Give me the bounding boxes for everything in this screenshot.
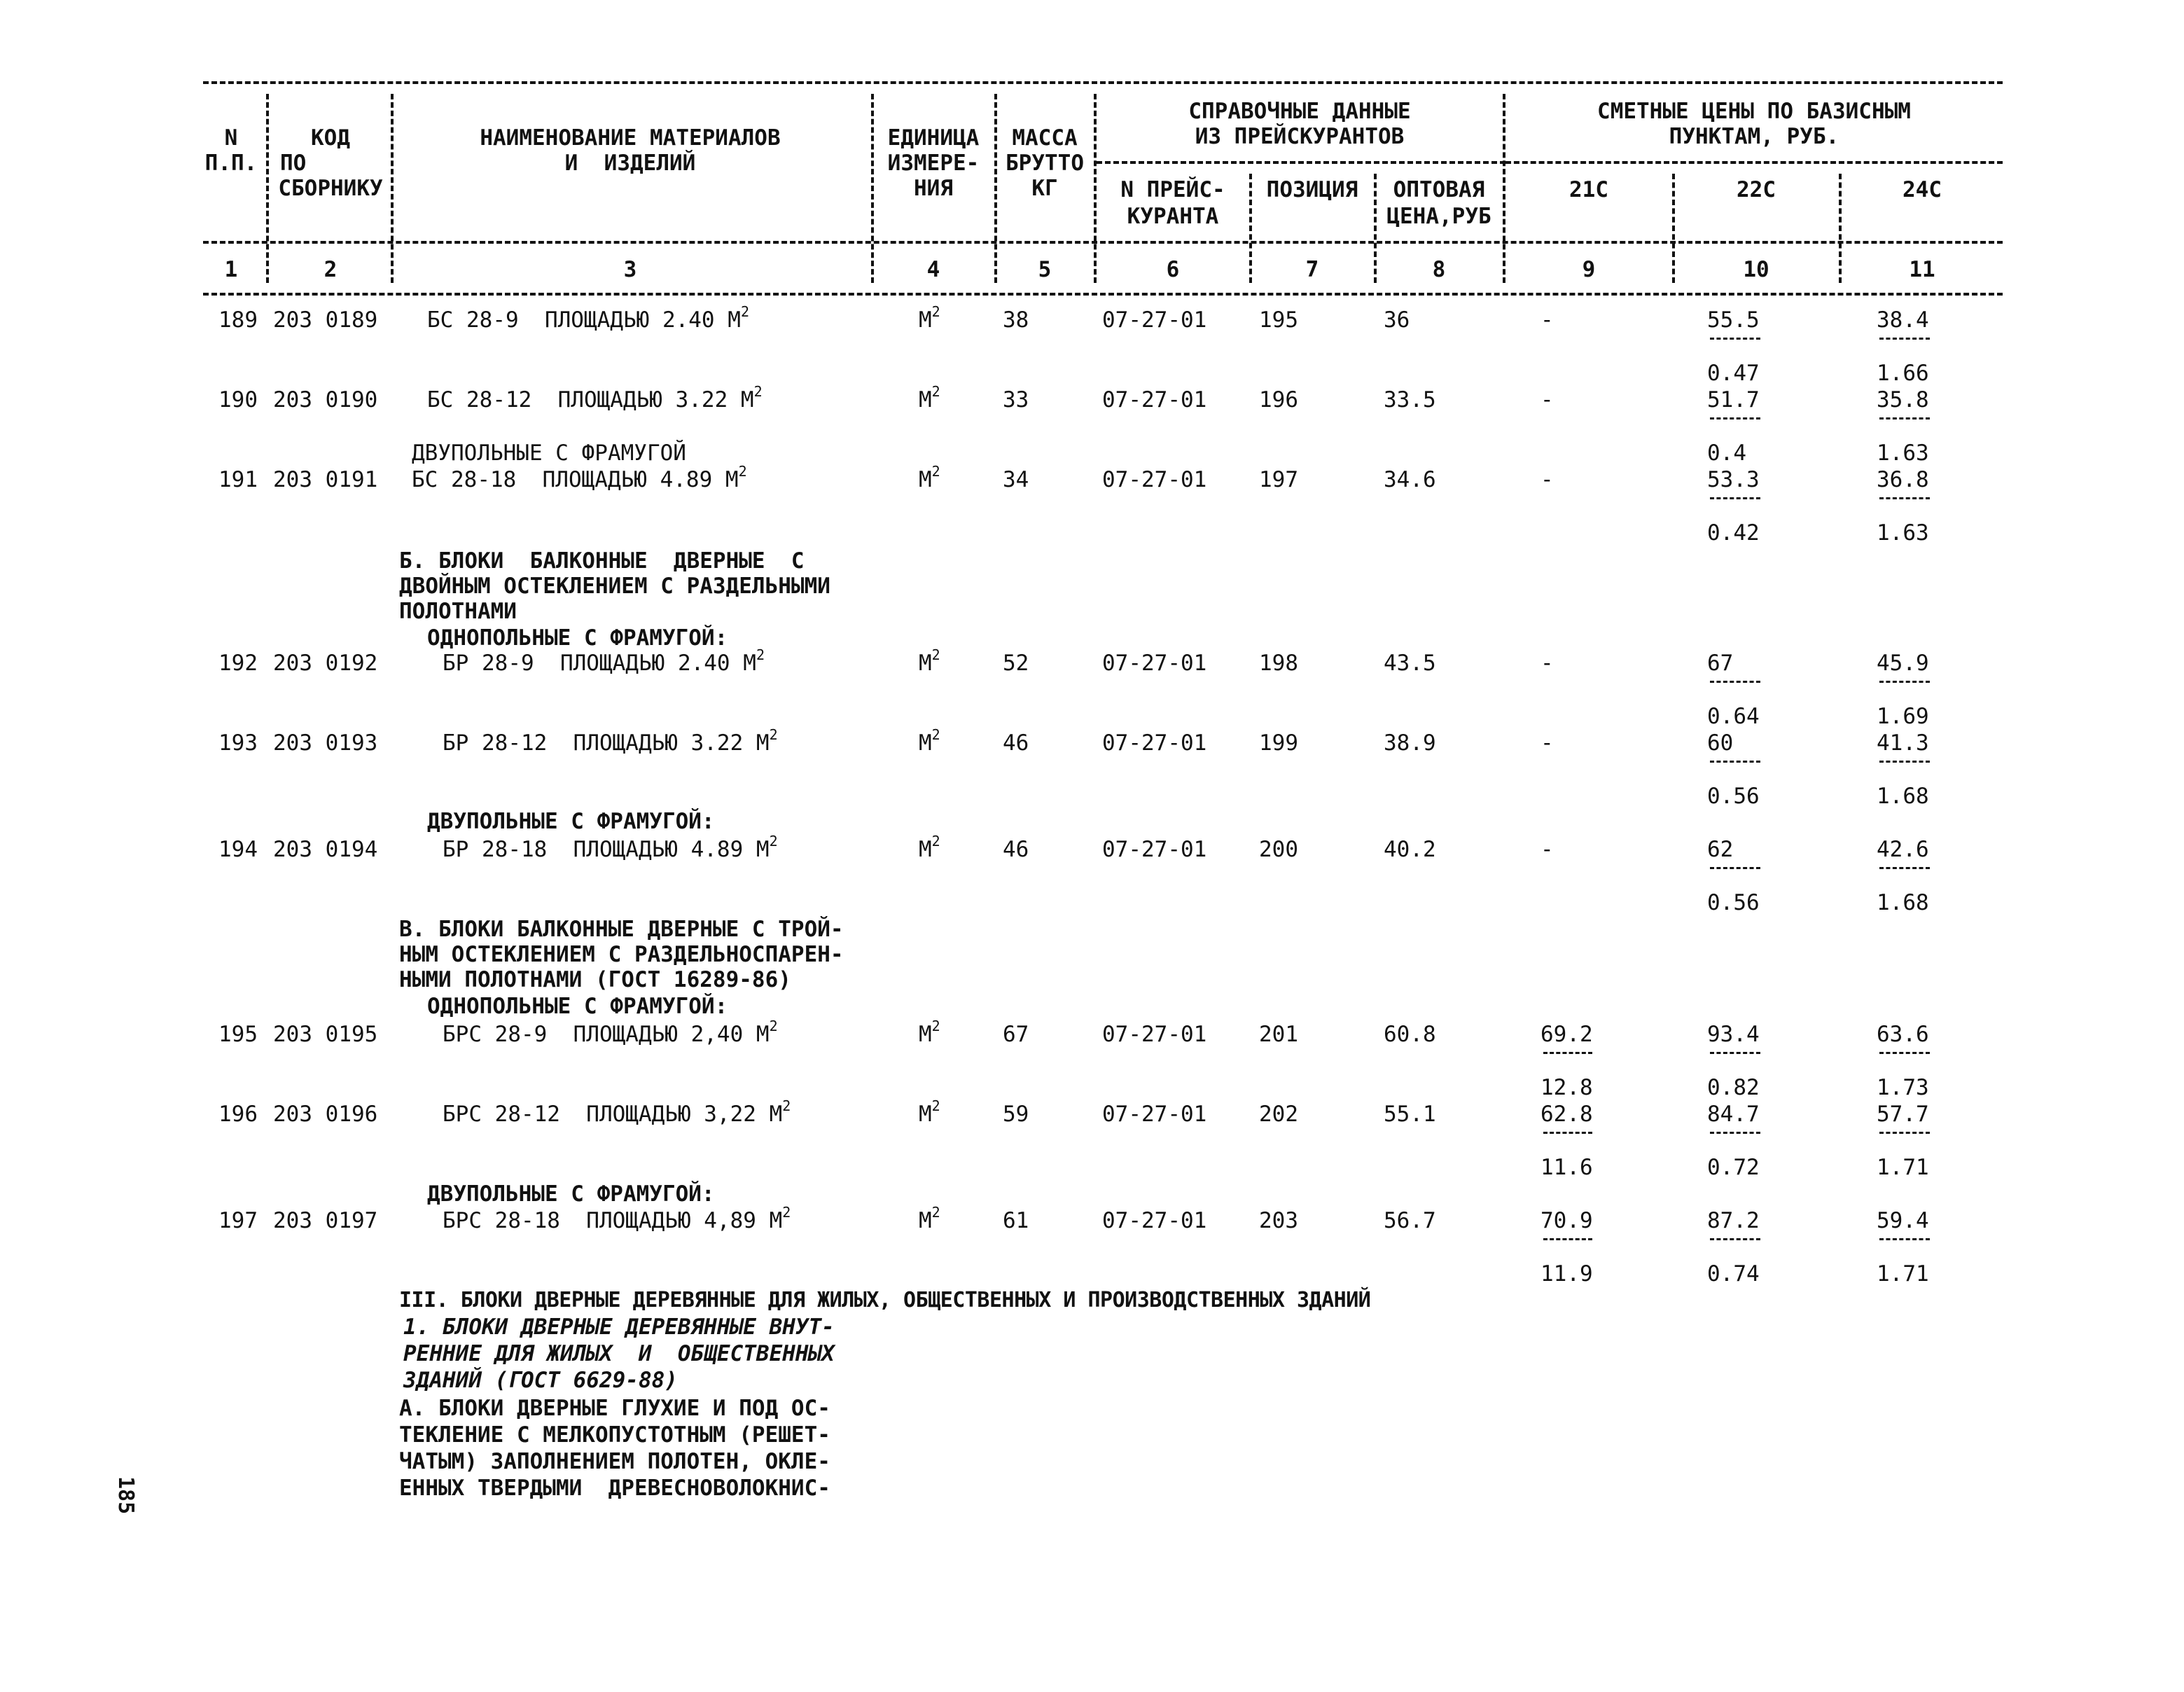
header-ref-sub-rule	[1097, 161, 1505, 164]
superscript: 2	[931, 462, 940, 480]
row-price-22c-sub: 0.42	[1707, 520, 1760, 546]
row-mass: 52	[1003, 651, 1029, 676]
header-mid-rule	[203, 241, 2003, 244]
fraction-line	[1710, 497, 1760, 499]
fraction-line	[1710, 761, 1760, 763]
row-price-21c: -	[1540, 387, 1554, 412]
hdr-price-b: ПУНКТАМ, РУБ.	[1669, 124, 1839, 149]
row-wholesale: 56.7	[1384, 1208, 1436, 1233]
row-position: 198	[1259, 651, 1298, 676]
row-price-21c: 69.2	[1540, 1022, 1593, 1047]
row-price-24c: 59.4	[1877, 1208, 1929, 1233]
row-unit: $М^2$	[919, 1203, 940, 1233]
row-price-22c-sub: 0.56	[1707, 784, 1760, 809]
row-unit: $М^2$	[919, 382, 940, 412]
row-name: БРС 28-9 ПЛОЩАДЬЮ 2,40 $М^2$	[443, 1017, 778, 1047]
row-price-24c: 38.4	[1877, 307, 1929, 333]
row-position: 197	[1259, 467, 1298, 492]
section-v-title-2: НЫМ ОСТЕКЛЕНИЕМ С РАЗДЕЛЬНОСПАРЕН-	[399, 942, 844, 967]
section-iii-sub-2: РЕННИЕ ДЛЯ ЖИЛЫХ И ОБЩЕСТВЕННЫХ	[403, 1341, 835, 1366]
row-wholesale: 55.1	[1384, 1102, 1436, 1127]
hdr-col3-b: И ИЗДЕЛИЙ	[564, 151, 696, 176]
superscript: 2	[769, 726, 778, 743]
row-unit: $М^2$	[919, 726, 940, 756]
row-price-22c-sub: 0.72	[1707, 1155, 1760, 1180]
fraction-line	[1543, 1132, 1592, 1134]
superscript: 2	[753, 382, 763, 400]
superscript: 2	[756, 646, 765, 663]
row-pricelist: 07-27-01	[1102, 1102, 1207, 1127]
row-code: 203 0194	[273, 837, 378, 862]
row-pricelist: 07-27-01	[1102, 467, 1207, 492]
colnum-8: 8	[1432, 257, 1446, 282]
colnum-11: 11	[1909, 257, 1935, 282]
row-position: 200	[1259, 837, 1298, 862]
superscript: 2	[931, 303, 940, 320]
row-code: 203 0197	[273, 1208, 378, 1233]
section-v-single: ОДНОПОЛЬНЫЕ С ФРАМУГОЙ:	[427, 994, 728, 1019]
section-iii-a-1: А. БЛОКИ ДВЕРНЫЕ ГЛУХИЕ И ПОД ОС-	[399, 1396, 830, 1421]
row-price-24c-sub: 1.71	[1877, 1155, 1929, 1180]
superscript: 2	[740, 303, 749, 320]
row-wholesale: 43.5	[1384, 651, 1436, 676]
superscript: 2	[931, 1097, 940, 1114]
row-position: 195	[1259, 307, 1298, 333]
colnum-9: 9	[1582, 257, 1596, 282]
fraction-line	[1879, 417, 1930, 419]
section-b-title-2: ДВОЙНЫМ ОСТЕКЛЕНИЕМ С РАЗДЕЛЬНЫМИ	[399, 574, 830, 599]
hdr-col5-b: БРУТТО	[1006, 151, 1084, 176]
row-code: 203 0190	[273, 387, 378, 412]
row-name: ДВУПОЛЬНЫЕ С ФРАМУГОЙ	[412, 441, 686, 466]
row-position: 203	[1259, 1208, 1298, 1233]
page-number: 185	[113, 1476, 138, 1515]
fraction-line	[1710, 1052, 1760, 1054]
hdr-col4-a: ЕДИНИЦА	[887, 125, 980, 151]
row-number: 190	[218, 387, 258, 412]
hdr-col10: 22С	[1737, 177, 1776, 202]
row-price-24c: 35.8	[1877, 387, 1929, 412]
colnum-7: 7	[1305, 257, 1319, 282]
row-price-24c-sub: 1.66	[1877, 361, 1929, 386]
colnum-5: 5	[1038, 257, 1052, 282]
row-price-24c-sub: 1.68	[1877, 784, 1929, 809]
section-iii-title: III. БЛОКИ ДВЕРНЫЕ ДЕРЕВЯННЫЕ ДЛЯ ЖИЛЫХ, ОБЩЕСТВЕННЫХ И ПРОИЗВОДСТВЕННЫХ ЗДАНИЙ	[399, 1288, 1371, 1312]
colnum-2: 2	[324, 257, 338, 282]
row-mass: 59	[1003, 1102, 1029, 1127]
row-pricelist: 07-27-01	[1102, 837, 1207, 862]
hdr-col2-b: ПО	[280, 151, 307, 176]
row-price-24c-sub: 1.71	[1877, 1261, 1929, 1287]
colnum-3: 3	[623, 257, 637, 282]
superscript: 2	[931, 646, 940, 663]
fraction-line	[1710, 417, 1760, 419]
row-name: БС 28-18 ПЛОЩАДЬЮ 4.89 $М^2$	[412, 462, 747, 492]
row-unit: $М^2$	[919, 1097, 940, 1127]
row-mass: 38	[1003, 307, 1029, 333]
superscript: 2	[738, 462, 747, 480]
row-price-24c-sub: 1.68	[1877, 890, 1929, 915]
row-price-22c-sub: 0.47	[1707, 361, 1760, 386]
row-mass: 46	[1003, 730, 1029, 756]
header-top-rule	[203, 81, 2003, 84]
row-unit: $М^2$	[919, 1017, 940, 1047]
row-price-21c: -	[1540, 467, 1554, 492]
row-price-24c-sub: 1.73	[1877, 1075, 1929, 1100]
row-number: 195	[218, 1022, 258, 1047]
row-price-24c: 63.6	[1877, 1022, 1929, 1047]
section-v-title-1: В. БЛОКИ БАЛКОННЫЕ ДВЕРНЫЕ С ТРОЙ-	[399, 917, 844, 942]
row-mass: 61	[1003, 1208, 1029, 1233]
colnum-1: 1	[224, 257, 238, 282]
row-price-24c-sub: 1.63	[1877, 441, 1929, 466]
section-b-single: ОДНОПОЛЬНЫЕ С ФРАМУГОЙ:	[427, 625, 728, 651]
hdr-col7: ПОЗИЦИЯ	[1266, 177, 1358, 202]
superscript: 2	[782, 1203, 791, 1221]
section-b-title-3: ПОЛОТНАМИ	[399, 599, 517, 624]
row-price-21c: -	[1540, 730, 1554, 756]
row-code: 203 0192	[273, 651, 378, 676]
fraction-line	[1710, 1238, 1760, 1240]
row-price-22c: 87.2	[1707, 1208, 1760, 1233]
row-name: БРС 28-18 ПЛОЩАДЬЮ 4,89 $М^2$	[443, 1203, 791, 1233]
row-price-22c: 67	[1707, 651, 1734, 676]
row-price-24c: 57.7	[1877, 1102, 1929, 1127]
hdr-col1-b: П.П.	[204, 151, 258, 176]
hdr-col4-b: ИЗМЕРЕ-	[887, 151, 980, 176]
row-name: БРС 28-12 ПЛОЩАДЬЮ 3,22 $М^2$	[443, 1097, 791, 1127]
row-mass: 67	[1003, 1022, 1029, 1047]
row-price-22c-sub: 0.64	[1707, 704, 1760, 729]
section-b-double: ДВУПОЛЬНЫЕ С ФРАМУГОЙ:	[427, 809, 715, 834]
fraction-line	[1879, 681, 1930, 683]
row-price-21c: -	[1540, 307, 1554, 333]
row-price-22c-sub: 0.74	[1707, 1261, 1760, 1287]
row-unit: $М^2$	[919, 646, 940, 676]
row-wholesale: 36	[1384, 307, 1410, 333]
superscript: 2	[931, 726, 940, 743]
superscript: 2	[782, 1097, 791, 1114]
row-number: 194	[218, 837, 258, 862]
row-name: БС 28-9 ПЛОЩАДЬЮ 2.40 $М^2$	[427, 303, 749, 333]
hdr-col5-a: МАССА	[1012, 125, 1078, 151]
row-price-22c-sub: 0.4	[1707, 441, 1746, 466]
row-code: 203 0196	[273, 1102, 378, 1127]
row-price-21c: -	[1540, 651, 1554, 676]
row-price-22c: 53.3	[1707, 467, 1760, 492]
fraction-line	[1879, 1132, 1930, 1134]
row-name: БР 28-18 ПЛОЩАДЬЮ 4.89 $М^2$	[443, 832, 778, 862]
row-price-22c: 55.5	[1707, 307, 1760, 333]
row-code: 203 0189	[273, 307, 378, 333]
row-mass: 46	[1003, 837, 1029, 862]
superscript: 2	[769, 832, 778, 850]
row-code: 203 0191	[273, 467, 378, 492]
row-number: 189	[218, 307, 258, 333]
fraction-line	[1710, 867, 1760, 869]
superscript: 2	[931, 1203, 940, 1221]
row-price-21c: 62.8	[1540, 1102, 1593, 1127]
row-unit: $М^2$	[919, 303, 940, 333]
row-price-24c-sub: 1.69	[1877, 704, 1929, 729]
hdr-col6-a: N ПРЕЙС-	[1120, 177, 1225, 202]
row-number: 192	[218, 651, 258, 676]
row-price-24c: 36.8	[1877, 467, 1929, 492]
row-name: БР 28-9 ПЛОЩАДЬЮ 2.40 $М^2$	[443, 646, 765, 676]
row-position: 199	[1259, 730, 1298, 756]
row-unit: $М^2$	[919, 462, 940, 492]
row-code: 203 0193	[273, 730, 378, 756]
row-price-22c-sub: 0.82	[1707, 1075, 1760, 1100]
row-price-21c-sub: 11.6	[1540, 1155, 1593, 1180]
row-price-21c: 70.9	[1540, 1208, 1593, 1233]
section-iii-a-2: ТЕКЛЕНИЕ С МЕЛКОПУСТОТНЫМ (РЕШЕТ-	[399, 1422, 830, 1448]
fraction-line	[1710, 338, 1760, 340]
row-number: 193	[218, 730, 258, 756]
superscript: 2	[931, 832, 940, 850]
fraction-line	[1879, 1238, 1930, 1240]
row-position: 196	[1259, 387, 1298, 412]
hdr-col11: 24С	[1903, 177, 1942, 202]
row-price-22c: 51.7	[1707, 387, 1760, 412]
row-pricelist: 07-27-01	[1102, 730, 1207, 756]
fraction-line	[1879, 761, 1930, 763]
hdr-col2-a: КОД	[311, 125, 350, 151]
hdr-col3-a: НАИМЕНОВАНИЕ МАТЕРИАЛОВ	[480, 125, 781, 151]
row-price-21c-sub: 12.8	[1540, 1075, 1593, 1100]
section-iii-sub-1: 1. БЛОКИ ДВЕРНЫЕ ДЕРЕВЯННЫЕ ВНУТ-	[403, 1315, 835, 1340]
section-v-double: ДВУПОЛЬНЫЕ С ФРАМУГОЙ:	[427, 1181, 715, 1207]
section-iii-a-3: ЧАТЫМ) ЗАПОЛНЕНИЕМ ПОЛОТЕН, ОКЛЕ-	[399, 1449, 830, 1474]
fraction-line	[1543, 1238, 1592, 1240]
row-number: 196	[218, 1102, 258, 1127]
colnum-6: 6	[1166, 257, 1180, 282]
superscript: 2	[931, 1017, 940, 1034]
row-pricelist: 07-27-01	[1102, 1022, 1207, 1047]
row-pricelist: 07-27-01	[1102, 1208, 1207, 1233]
fraction-line	[1879, 867, 1930, 869]
row-price-22c: 93.4	[1707, 1022, 1760, 1047]
header-bottom-rule	[203, 293, 2003, 296]
hdr-col4-c: НИЯ	[914, 176, 953, 201]
row-number: 191	[218, 467, 258, 492]
superscript: 2	[769, 1017, 778, 1034]
hdr-ref-b: ИЗ ПРЕЙСКУРАНТОВ	[1195, 124, 1405, 149]
row-code: 203 0195	[273, 1022, 378, 1047]
colnum-10: 10	[1743, 257, 1769, 282]
hdr-col5-c: КГ	[1031, 176, 1058, 201]
hdr-col9: 21С	[1569, 177, 1608, 202]
hdr-col8-a: ОПТОВАЯ	[1393, 177, 1485, 202]
fraction-line	[1543, 1052, 1592, 1054]
colnum-4: 4	[926, 257, 940, 282]
row-price-24c-sub: 1.63	[1877, 520, 1929, 546]
row-price-21c: -	[1540, 837, 1554, 862]
fraction-line	[1710, 681, 1760, 683]
row-price-22c-sub: 0.56	[1707, 890, 1760, 915]
hdr-price-a: СМЕТНЫЕ ЦЕНЫ ПО БАЗИСНЫМ	[1597, 99, 1911, 124]
fraction-line	[1879, 497, 1930, 499]
row-price-24c: 42.6	[1877, 837, 1929, 862]
row-position: 201	[1259, 1022, 1298, 1047]
row-mass: 34	[1003, 467, 1029, 492]
row-wholesale: 38.9	[1384, 730, 1436, 756]
fraction-line	[1710, 1132, 1760, 1134]
fraction-line	[1879, 338, 1930, 340]
hdr-col8-b: ЦЕНА,РУБ	[1386, 204, 1491, 229]
section-iii-sub-3: ЗДАНИЙ (ГОСТ 6629-88)	[403, 1368, 678, 1393]
hdr-col2-c: СБОРНИКУ	[278, 176, 383, 201]
hdr-ref-a: СПРАВОЧНЫЕ ДАННЫЕ	[1188, 99, 1411, 124]
row-pricelist: 07-27-01	[1102, 651, 1207, 676]
section-iii-a-4: ЕННЫХ ТВЕРДЫМИ ДРЕВЕСНОВОЛОКНИС-	[399, 1476, 830, 1501]
section-b-title-1: Б. БЛОКИ БАЛКОННЫЕ ДВЕРНЫЕ С	[399, 548, 805, 574]
row-price-22c: 62	[1707, 837, 1734, 862]
row-pricelist: 07-27-01	[1102, 387, 1207, 412]
row-price-24c: 45.9	[1877, 651, 1929, 676]
row-number: 197	[218, 1208, 258, 1233]
row-price-24c: 41.3	[1877, 730, 1929, 756]
row-wholesale: 40.2	[1384, 837, 1436, 862]
header-price-sub-rule	[1505, 161, 2003, 164]
row-mass: 33	[1003, 387, 1029, 412]
row-position: 202	[1259, 1102, 1298, 1127]
row-name: БР 28-12 ПЛОЩАДЬЮ 3.22 $М^2$	[443, 726, 778, 756]
fraction-line	[1879, 1052, 1930, 1054]
section-v-title-3: НЫМИ ПОЛОТНАМИ (ГОСТ 16289-86)	[399, 967, 791, 992]
row-unit: $М^2$	[919, 832, 940, 862]
row-price-22c: 60	[1707, 730, 1734, 756]
row-wholesale: 33.5	[1384, 387, 1436, 412]
row-name: БС 28-12 ПЛОЩАДЬЮ 3.22 $М^2$	[427, 382, 763, 412]
row-price-22c: 84.7	[1707, 1102, 1760, 1127]
row-wholesale: 60.8	[1384, 1022, 1436, 1047]
superscript: 2	[931, 382, 940, 400]
row-pricelist: 07-27-01	[1102, 307, 1207, 333]
row-price-21c-sub: 11.9	[1540, 1261, 1593, 1287]
hdr-col6-b: КУРАНТА	[1127, 204, 1219, 229]
hdr-col1-a: N	[224, 125, 238, 151]
row-wholesale: 34.6	[1384, 467, 1436, 492]
